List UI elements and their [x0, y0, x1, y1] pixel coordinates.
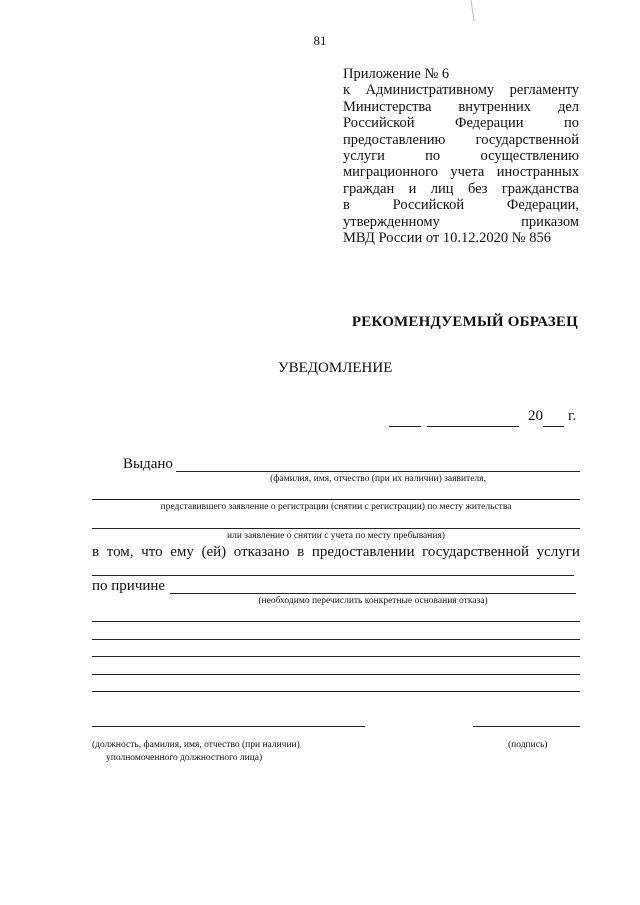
refusal-statement	[92, 544, 580, 561]
date-year-prefix: 20	[528, 408, 543, 424]
notice-heading: УВЕДОМЛЕНИЕ	[278, 360, 393, 376]
appendix-word: Министерства	[343, 98, 432, 115]
reason-line-5[interactable]	[92, 691, 580, 692]
reason-field[interactable]	[170, 593, 576, 594]
appendix-word: в	[343, 197, 350, 214]
page-number: 81	[313, 33, 327, 48]
appendix-word: государственной	[475, 131, 579, 148]
appendix-line	[343, 132, 579, 148]
refusal-word: ему	[170, 544, 194, 560]
appendix-word: приказом	[521, 213, 579, 230]
registration-statement-caption: представившего заявление о регистрации (снятии с регистрации) по месту жительства	[160, 502, 512, 512]
appendix-word: без	[467, 180, 488, 197]
appendix-word: Административному	[365, 82, 495, 99]
applicant-name-field[interactable]	[176, 471, 580, 472]
signature-field[interactable]	[473, 726, 580, 727]
appendix-word: Приложение № 6	[343, 66, 450, 82]
applicant-name-caption: (фамилия, имя, отчество (при их наличии) заявителя,	[270, 474, 486, 484]
appendix-word: миграционного	[343, 164, 438, 181]
refusal-word: в	[297, 544, 305, 560]
appendix-word: иностранных	[496, 164, 579, 181]
appendix-word: Федерации	[454, 115, 524, 132]
appendix-line	[343, 181, 579, 197]
signature-caption: (подпись)	[508, 740, 548, 750]
deregistration-statement-caption: или заявление о снятии с учета по месту пребывания)	[227, 531, 445, 541]
appendix-word: Российской	[343, 115, 415, 132]
registration-statement-field[interactable]	[92, 499, 580, 500]
appendix-line	[343, 230, 579, 246]
official-caption-line2: уполномоченного должностного лица)	[106, 753, 263, 763]
document-title: РЕКОМЕНДУЕМЫЙ ОБРАЗЕЦ	[351, 314, 578, 330]
appendix-word: дел	[557, 98, 579, 115]
appendix-word: внутренних	[458, 98, 532, 115]
refusal-word: что	[141, 544, 163, 560]
appendix-line	[343, 82, 579, 98]
appendix-line	[343, 214, 579, 230]
date-year-field[interactable]	[543, 426, 564, 427]
refusal-word: предоставлении	[311, 544, 415, 560]
appendix-line	[343, 115, 579, 131]
reason-label: по причине	[92, 578, 166, 594]
service-name-field[interactable]	[92, 575, 574, 576]
refusal-word: (ей)	[201, 544, 227, 560]
appendix-word: учета	[450, 164, 485, 181]
appendix-reference	[343, 66, 579, 246]
reason-line-1[interactable]	[92, 621, 580, 622]
appendix-line	[343, 148, 579, 164]
official-field[interactable]	[92, 726, 365, 727]
scan-mark	[461, 0, 475, 23]
appendix-line	[343, 197, 579, 213]
appendix-word: граждан	[343, 180, 395, 197]
appendix-word: МВД России от 10.12.2020 № 856	[343, 230, 551, 247]
date-day-field[interactable]	[389, 426, 421, 427]
reason-line-2[interactable]	[92, 639, 580, 640]
deregistration-statement-field[interactable]	[92, 528, 580, 529]
date-year-suffix: г.	[568, 408, 577, 424]
reason-line-4[interactable]	[92, 674, 580, 675]
official-caption-line1: (должность, фамилия, имя, отчество (при наличии)	[92, 740, 300, 750]
appendix-word: осуществлению	[480, 148, 579, 165]
appendix-word: Российской	[392, 197, 465, 214]
appendix-word: услуги	[343, 148, 385, 165]
appendix-word: Федерации,	[506, 197, 579, 214]
appendix-word: к	[343, 82, 351, 99]
appendix-word: предоставлению	[343, 131, 446, 148]
refusal-word: в	[92, 544, 100, 560]
appendix-word: по	[563, 115, 579, 132]
appendix-line	[343, 164, 579, 180]
appendix-word: регламенту	[509, 82, 579, 99]
appendix-line	[343, 66, 579, 82]
refusal-word: отказано	[233, 544, 290, 560]
issued-label: Выдано	[123, 456, 173, 472]
refusal-word: услуги	[536, 544, 580, 560]
appendix-word: гражданства	[501, 180, 579, 197]
appendix-word: лиц	[430, 180, 454, 197]
appendix-word: по	[425, 148, 441, 165]
refusal-word: том,	[106, 544, 134, 560]
appendix-word: утвержденному	[343, 213, 440, 230]
refusal-grounds-caption: (необходимо перечислить конкретные основания отказа)	[258, 596, 488, 606]
date-month-field[interactable]	[427, 426, 519, 427]
appendix-line	[343, 99, 579, 115]
refusal-word: государственной	[422, 544, 530, 560]
appendix-word: и	[408, 180, 417, 197]
reason-line-3[interactable]	[92, 656, 580, 657]
